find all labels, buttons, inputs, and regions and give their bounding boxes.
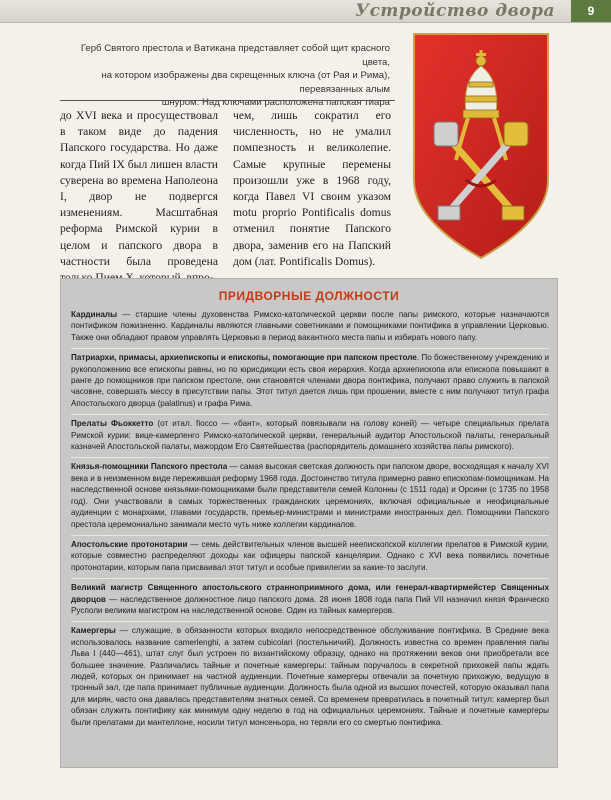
panel-title: ПРИДВОРНЫЕ ДОЛЖНОСТИ [218, 289, 400, 303]
position-entry-protonotaries [71, 539, 549, 579]
page-header [0, 0, 611, 23]
position-entry-patriarchs [71, 352, 549, 415]
entry-term: Патриархи, примасы, архиепископы и епископы, помогающие при папском престоле [71, 353, 417, 363]
entry-term: Князья-помощники Папского престола [71, 462, 228, 472]
body-column-left: до XVI века и просуществовал в таком виде до падения Папского государства. Но даже когда Пий IX был лишен власти суверена во времена Наполеона I, двор не подвергся изменениям. Масштабная реформа Римской курии в целом и папского двора в частности была проведена [60, 109, 218, 268]
position-entry-princes [71, 461, 549, 535]
court-positions-panel [60, 278, 558, 768]
entry-term: Кардиналы [71, 310, 118, 319]
body-column-right: чем, лишь сократил его численность, но не умалил помпезность и великолепие. Самые крупные перемены произошли уже в 1968 году, когда Павел VI своим указом motu proprio Pontificalis domus отменил понятие Папского двора, заменив его на Папский дом (лат. Pontificalis Domus). [233, 109, 391, 268]
entry-term: Камергеры [71, 626, 116, 636]
section-title: Устройство двора [355, 1, 555, 21]
entry-text: — самая высокая светская должность при папском дворе, восходящая к началу XVI века и в неизменном виде пережившая реформу 1968 года. Достоинство титула примерно равно епископам-помощникам. На наследственной основе князьями-помощниками были представители семей Колонны (с 1511 года) и Орсини (с 1735 по 1958 год). Они участвовали в самых торжественных гражданских церемониях, включая официальные и неофициальные аудиенции с монархами, главами государств, премьер-министрами и министрами иностранных дел. Помощники Папского престола церемониально занимали место чуть ниже коллегии кардиналов. [71, 462, 549, 529]
entry-text: — служащие, в обязанности которых входило непосредственное обслуживание понтифика. В Средние века использовалось название camerlenghi, а затем cubicolari (постельничий). Должность известна со времен правления папы Льва I (440—461), штат слуг был устроен по византийскому образцу, однако на протяжении веков они приобретали все большее значение. Различались тайные и почетные камергеры: тайным поручалось в секретной прихожей папы ждать людей, которых он принимает на частной аудиенции. Почетные камергеры отвечали за почетную прихожую, ведущую в тронный зал, где папа принимает публичные аудиенции. Должность была одной из высших почестей, которую оказывал папа для мирян, часто она давалась представителям знатных семей. Со временем превратилась в почетный титул: камергер был обязан служить понтифику как минимум одну неделю в год на официальных церемониях. Тайные и почетные камергеры были прелатами ди мантеллоне, носили титул монсеньора, но теряли его со смертью понтифика. [71, 626, 549, 727]
entry-text: — наследственное должностное лицо папского дома. 28 июня 1808 года папа Пий VII назначил князя Франческо Русполи великим магистром на наследственной основе. Один из тайных камергеров. [71, 594, 549, 615]
entry-text: . По божественному учреждению и рукоположению все епископы равны, но по юрисдикции есть своя иерархия. Когда архиепископа или епископа повышают в ранге до помощников при папском престоле, они становятся членами двора понтифика, получают право служить в папской часовне, совершать мессу в присутствии папы. Этот титул дается лишь при прошении, вместе с ним получают титул графа Апостольского дворца (palatinus) и графа Рима. [71, 353, 549, 408]
caption-line: шнуром. Над ключами расположена папская тиара [161, 97, 390, 108]
caption-divider [60, 100, 395, 101]
page-number: 9 [571, 0, 611, 22]
position-entry-chamberlains [71, 625, 549, 733]
caption-line: на котором изображены два скрещенных ключа (от Рая и Рима), перевязанных алым [101, 70, 390, 95]
entry-term: Прелаты Фьоккетто [71, 419, 154, 429]
entry-text: (от итал. fiocco — «бант», который повязывали на голову коней) — четыре специальных прелата Римской курии: вице-камерленго Римско-католической церкви, генеральный аудитор Апостольской палаты, генеральный казначей Апостольской палаты, мажордом Его Святейшества (распорядитель домашнего хозяйства папы римского). [71, 419, 549, 452]
entry-text: — старшие члены духовенства Римско-католической церкви после папы римского, которые назначаются понтификом пожизненно. Кардиналы являются главными советниками и помощниками понтифика в управлении Церковью. Также они обладают правом управлять Церковью в период вакантного места папы и избирать нового папу. [71, 310, 549, 342]
vatican-coat-of-arms-image [406, 30, 556, 265]
entry-term: Великий магистр Священного апостольского странноприимного дома, или генерал-квартирмейстер Священных дворцов [71, 583, 549, 604]
position-entry-cardinals [71, 309, 549, 349]
entry-term: Апостольские протонотарии [71, 539, 188, 549]
entry-text: — семь действительных членов высшей неепископской коллегии прелатов в Римской курии, которые совместно распределяют доходы как офицеры папской канцелярии. Однако с XVI века появились почетные протонотарии, которым папа присваивал этот титул и особые привилегии за какие-то заслуги. [71, 539, 549, 572]
position-entry-prelates [71, 418, 549, 458]
position-entry-grand-master [71, 582, 549, 622]
caption-line: Герб Святого престола и Ватикана представляет собой щит красного цвета, [80, 43, 390, 68]
